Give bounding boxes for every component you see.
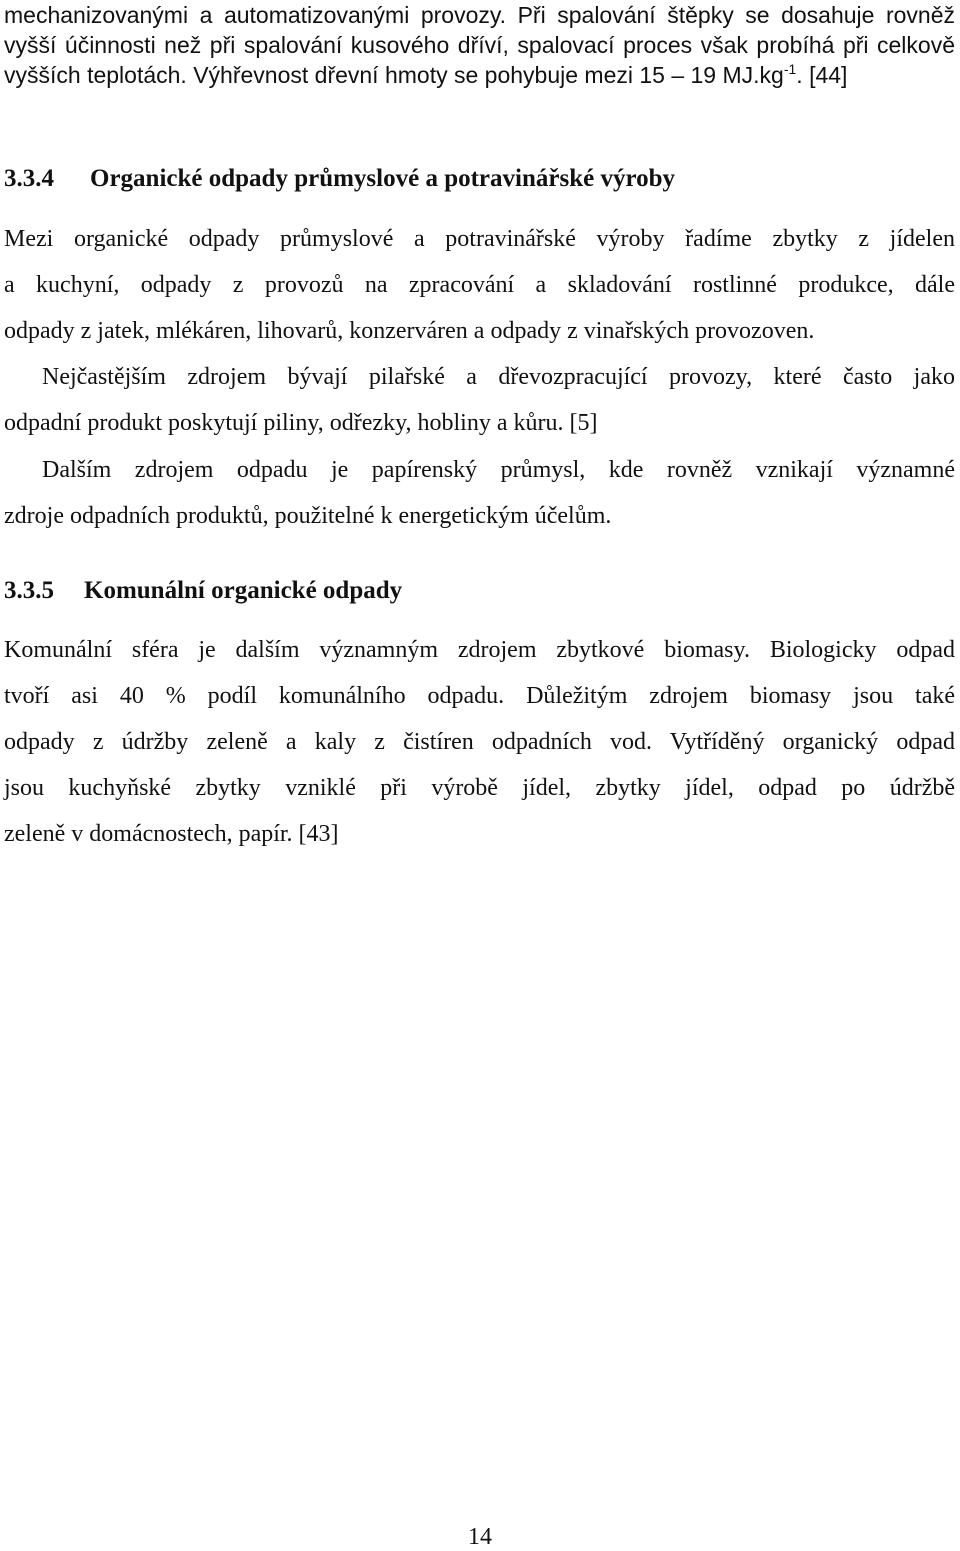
- paragraph-line: Komunální sféra je dalším významným zdrojem zbytkové biomasy. Biologicky odpad: [4, 637, 955, 663]
- paragraph-line: jsou kuchyňské zbytky vzniklé při výrobě jídel, zbytky jídel, odpad po údržbě: [4, 775, 955, 801]
- section-number: 3.3.4: [4, 165, 54, 192]
- intro-line-2: vyšší účinnosti než při spalování kusového dříví, spalovací proces však probíhá při celkově: [4, 32, 955, 58]
- intro-line-3-text: vyšších teplotách. Výhřevnost dřevní hmoty se pohybuje mezi 15 – 19 MJ.kg: [4, 62, 784, 88]
- paragraph-line: Dalším zdrojem odpadu je papírenský průmysl, kde rovněž vznikají významné: [42, 457, 955, 483]
- paragraph-line: a kuchyní, odpady z provozů na zpracování a skladování rostlinné produkce, dále: [4, 272, 955, 298]
- paragraph-line: zeleně v domácnostech, papír. [43]: [4, 821, 339, 847]
- intro-line-1: mechanizovanými a automatizovanými provozy. Při spalování štěpky se dosahuje rovněž: [4, 2, 955, 28]
- paragraph-line: Mezi organické odpady průmyslové a potravinářské výroby řadíme zbytky z jídelen: [4, 226, 955, 252]
- intro-line-3-citation: . [44]: [796, 62, 848, 88]
- section-title: Organické odpady průmyslové a potravinářské výroby: [90, 165, 675, 192]
- section-heading-334: [4, 165, 675, 193]
- paragraph-line: zdroje odpadních produktů, použitelné k energetickým účelům.: [4, 503, 612, 529]
- section-heading-335: [4, 577, 402, 605]
- paragraph-line: odpady z údržby zeleně a kaly z čistíren odpadních vod. Vytříděný organický odpad: [4, 729, 955, 755]
- paragraph-line: odpady z jatek, mlékáren, lihovarů, konzerváren a odpady z vinařských provozoven.: [4, 318, 815, 344]
- paragraph-line: odpadní produkt poskytují piliny, odřezky, hobliny a kůru. [5]: [4, 410, 598, 436]
- paragraph-line: tvoří asi 40 % podíl komunálního odpadu. Důležitým zdrojem biomasy jsou také: [4, 683, 955, 709]
- page-number: 14: [468, 1524, 492, 1550]
- intro-line-3-superscript: -1: [783, 61, 797, 77]
- section-number: 3.3.5: [4, 577, 54, 604]
- intro-line-3: [4, 62, 955, 89]
- paragraph-line: Nejčastějším zdrojem bývají pilařské a dřevozpracující provozy, které často jako: [42, 364, 955, 390]
- section-title: Komunální organické odpady: [84, 577, 403, 604]
